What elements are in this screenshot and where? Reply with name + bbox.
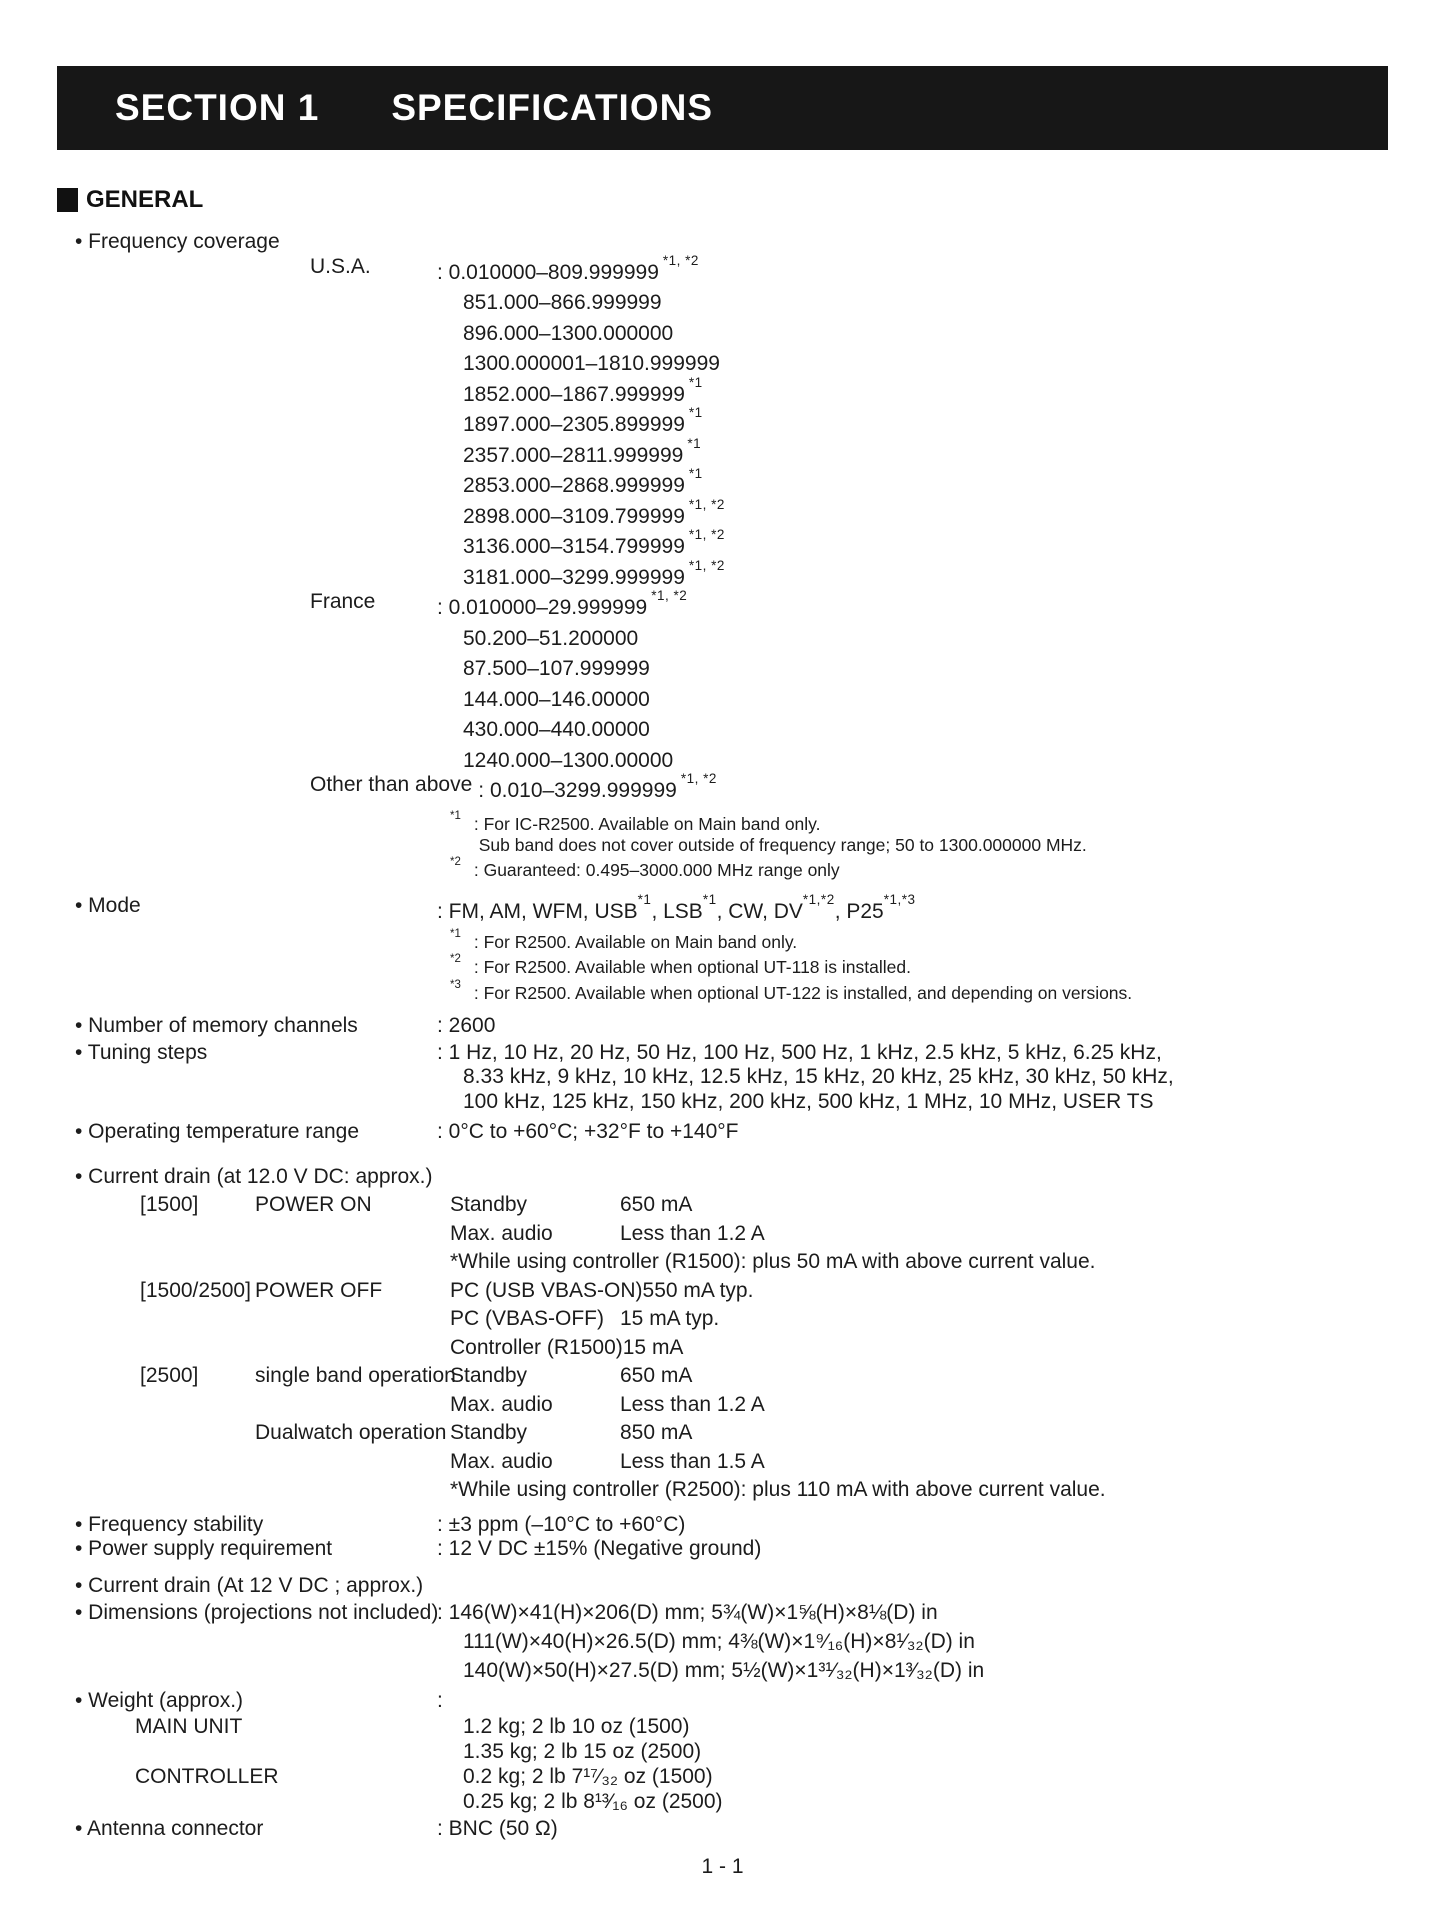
current-drain2-label: • Current drain (At 12 V DC ; approx.) [75,1573,424,1597]
current-drain-table-row [55,1476,1390,1505]
dimensions-row [55,1598,1390,1627]
freq-stability-value: : ±3 ppm (–10°C to +60°C) [437,1512,686,1536]
weight-colon: : [437,1689,443,1713]
operation-mode: POWER ON [255,1193,372,1217]
parameter: Max. audio [450,1449,553,1473]
footnote-marker: *1, *2 [651,588,688,603]
footnote-line [450,953,1390,978]
current-drain-label: • Current drain (at 12.0 V DC: approx.) [75,1164,433,1188]
freq-range-line [55,316,1390,347]
weight-label: • Weight (approx.) [75,1689,244,1713]
freq-range: 2898.000–3109.799999 [463,504,685,528]
parameter-value: 650 mA [620,1364,693,1388]
parameter-value: Less than 1.2 A [620,1221,765,1245]
footnote-marker: *1, *2 [688,557,725,573]
weight-table-row [55,1789,1390,1814]
region-label-france: France [310,590,376,613]
footnote-marker: *1,*3 [883,891,916,907]
freq-range: 87.500–107.999999 [463,657,650,680]
power-supply-value: : 12 V DC ±15% (Negative ground) [437,1537,762,1561]
dimensions-lines [55,1627,1390,1685]
weight-unit-label: MAIN UNIT [135,1714,243,1738]
footnote-marker: *1 [688,466,703,481]
freq-range-line [55,682,1390,713]
temp-range-value: : 0°C to +60°C; +32°F to +140°F [437,1120,739,1144]
tuning-steps-lines [55,1065,1390,1114]
freq-footnotes [55,810,1390,882]
footnote-marker: *1, *2 [680,771,717,786]
footnote-marker: *1 [687,435,702,451]
mode-text: , LSB [651,899,703,923]
weight-value: 0.2 kg; 2 lb 7¹⁷⁄₃₂ oz (1500) [463,1764,713,1788]
section-header-bar [57,66,1388,150]
antenna-value: : BNC (50 Ω) [437,1816,558,1840]
freq-coverage-label: • Frequency coverage [75,230,280,253]
weight-unit-label: CONTROLLER [135,1764,279,1788]
freq-range: 3181.000–3299.999999 [463,565,685,589]
weight-value: 1.35 kg; 2 lb 15 oz (2500) [463,1739,702,1763]
freq-france-lines [55,621,1390,774]
current-drain2-row [55,1574,1390,1599]
freq-range-line [55,712,1390,743]
parameter: Max. audio [450,1392,553,1416]
memory-channels-value: : 2600 [437,1014,496,1038]
parameter: *While using controller (R1500): plus 50 mA with above current value. [450,1250,1096,1274]
freq-usa-first-line [437,252,1390,286]
operation-mode: Dualwatch operation [255,1421,447,1445]
freq-range: 1852.000–1867.999999 [463,382,685,406]
model-bracket: [1500/2500] [140,1278,251,1302]
mode-text: , CW, DV [716,899,803,923]
freq-range: 1240.000–1300.00000 [463,748,674,772]
current-drain-table-row [55,1305,1390,1334]
freq-range: 50.200–51.200000 [463,626,639,650]
tuning-steps-value-line: : 1 Hz, 10 Hz, 20 Hz, 50 Hz, 100 Hz, 500 Hz, 1 kHz, 2.5 kHz, 5 kHz, 6.25 kHz, [437,1040,1162,1064]
freq-range-line [55,621,1390,652]
parameter: Max. audio [450,1221,553,1245]
region-label-usa: U.S.A. [310,254,371,278]
memory-channels-row [55,1014,1390,1039]
weight-value: 0.25 kg; 2 lb 8¹³⁄₁₆ oz (2500) [463,1789,723,1813]
footnote-marker: *1 [688,405,703,420]
freq-range: 1897.000–2305.899999 [463,413,685,436]
parameter: Controller (R1500) [450,1335,623,1359]
freq-range-line [55,743,1390,774]
parameter: Standby [450,1421,528,1445]
freq-range: : 0.010000–809.999999 [437,260,659,284]
tuning-steps-value-line: 8.33 kHz, 9 kHz, 10 kHz, 12.5 kHz, 15 kHz, 20 kHz, 25 kHz, 30 kHz, 50 kHz, [463,1065,1174,1089]
parameter-value: 550 mA typ. [642,1278,754,1302]
footnote-marker: *1, *2 [688,496,725,512]
parameter-value: 850 mA [620,1421,693,1445]
footnote-marker: *1 [637,891,652,907]
temp-range-row [55,1120,1390,1145]
freq-coverage-row [55,230,1390,255]
mode-row [55,891,1390,925]
freq-range: : 0.010–3299.999999 [478,779,677,802]
parameter-value: 15 mA typ. [620,1307,720,1331]
current-drain-table-row [55,1419,1390,1448]
footnote-marker: *2 [450,953,461,966]
footnote-line [450,928,1390,953]
freq-other-row [55,773,1390,804]
freq-range-line [55,468,1390,499]
footnote-text: : For R2500. Available when optional UT-122 is installed, and depending on versions. [469,982,1133,1003]
footnote-text: : Guaranteed: 0.495–3000.000 MHz range only [469,860,840,881]
freq-france-row [55,590,1390,621]
weight-row [55,1689,1390,1714]
current-drain-table-row [55,1277,1390,1306]
mode-segments [437,891,916,923]
weight-table-row [55,1739,1390,1764]
memory-channels-label: • Number of memory channels [75,1014,358,1038]
current-drain-table-row [55,1334,1390,1363]
freq-range-line [55,496,1390,530]
footnote-line [450,835,1390,857]
footnote-marker: *1, *2 [688,527,725,542]
dimensions-value-line: 111(W)×40(H)×26.5(D) mm; 4⅜(W)×1⁹⁄₁₆(H)×8¹⁄₃₂(D) in [463,1630,975,1654]
footnote-marker: *1,*2 [802,891,835,907]
weight-table-row [55,1764,1390,1789]
footnote-text: : For R2500. Available when optional UT-118 is installed. [469,957,911,978]
footnote-line [450,810,1390,835]
freq-usa-row [55,252,1390,286]
specifications-content [0,230,1445,1841]
dimensions-label: • Dimensions (projections not included) [75,1601,439,1625]
freq-range-line [55,557,1390,591]
current-drain-table-row [55,1362,1390,1391]
freq-range: : 0.010000–29.999999 [437,596,648,619]
current-drain-table-row [55,1220,1390,1249]
footnote-marker: *2 [450,856,461,869]
freq-usa-lines [55,285,1390,590]
mode-label: • Mode [75,893,141,917]
footnote-marker: *3 [450,978,461,991]
parameter: Standby [450,1364,528,1388]
freq-range-line [55,346,1390,377]
current-drain-table-row [55,1191,1390,1220]
weight-table-row [55,1714,1390,1739]
operation-mode: POWER OFF [255,1278,383,1302]
freq-range: 851.000–866.999999 [463,291,662,314]
freq-range-line [55,651,1390,682]
temp-range-label: • Operating temperature range [75,1120,360,1144]
mode-text: , P25 [834,899,884,923]
square-bullet-icon [57,188,78,212]
mode-footnotes [55,928,1390,1004]
footnote-line [450,856,1390,881]
footnote-text: : For R2500. Available on Main band only. [469,931,798,952]
tuning-steps-value-line: 100 kHz, 125 kHz, 150 kHz, 200 kHz, 500 kHz, 1 MHz, 10 MHz, USER TS [463,1089,1154,1113]
current-drain-table-row [55,1391,1390,1420]
dimensions-value-line: 140(W)×50(H)×27.5(D) mm; 5½(W)×1³¹⁄₃₂(H)×1³⁄₃₂(D) in [463,1659,985,1683]
freq-range: 2357.000–2811.999999 [463,443,684,467]
freq-range: 1300.000001–1810.999999 [463,352,720,375]
operation-mode: single band operation [255,1364,456,1388]
freq-range-line [55,285,1390,316]
general-heading [57,186,1388,214]
parameter-value: 650 mA [620,1193,693,1217]
freq-range: 3136.000–3154.799999 [463,535,685,558]
freq-range-line [55,529,1390,560]
footnote-marker: *1, *2 [662,252,699,268]
tuning-steps-label: • Tuning steps [75,1040,208,1064]
footnote-marker: *1 [450,809,461,822]
mode-text: : FM, AM, WFM, USB [437,899,638,923]
footnote-marker: *1 [688,374,703,390]
power-supply-label: • Power supply requirement [75,1537,333,1561]
freq-range: 896.000–1300.000000 [463,321,674,345]
current-drain-table-row [55,1248,1390,1277]
current-drain-table-row [55,1448,1390,1477]
parameter: *While using controller (R2500): plus 110 mA with above current value. [450,1478,1106,1502]
freq-range: 430.000–440.00000 [463,718,650,741]
region-label-other: Other than above [310,773,473,796]
freq-range: 144.000–146.00000 [463,687,650,711]
general-heading-label: GENERAL [86,186,204,213]
footnote-marker: *1 [702,891,717,907]
tuning-steps-row [55,1041,1390,1066]
footnote-line [450,979,1390,1004]
parameter-value: Less than 1.5 A [620,1449,765,1473]
parameter-value: Less than 1.2 A [620,1392,765,1416]
freq-stability-label: • Frequency stability [75,1512,264,1536]
antenna-row [55,1817,1390,1842]
freq-stability-row [55,1513,1390,1538]
mode-value [437,891,1390,925]
freq-range-line [55,374,1390,408]
weight-value: 1.2 kg; 2 lb 10 oz (1500) [463,1714,690,1738]
footnote-marker: *1 [450,928,461,941]
dimensions-value-line: : 146(W)×41(H)×206(D) mm; 5¾(W)×1⅝(H)×8⅛(D) in [437,1601,938,1625]
freq-range-line [55,435,1390,469]
parameter: PC (USB VBAS-ON) [450,1278,643,1302]
antenna-label: • Antenna connector [75,1816,264,1840]
model-bracket: [1500] [140,1193,199,1217]
power-supply-row [55,1537,1390,1562]
current-drain-table [55,1191,1390,1505]
freq-range: 2853.000–2868.999999 [463,474,685,497]
section-number: SECTION 1 [115,87,320,128]
footnote-text: : For IC-R2500. Available on Main band only. [469,813,821,834]
model-bracket: [2500] [140,1364,199,1388]
parameter: PC (VBAS-OFF) [450,1307,605,1331]
freq-france-first-line [437,590,1390,621]
parameter-value: 15 mA [622,1335,684,1359]
freq-other-line [478,773,1390,804]
weight-table [55,1714,1390,1814]
parameter: Standby [450,1193,528,1217]
section-title: SPECIFICATIONS [391,87,713,128]
freq-range-line [55,407,1390,438]
current-drain-row [55,1165,1390,1190]
page-number: 1 - 1 [701,1855,744,1878]
footnote-text: Sub band does not cover outside of frequency range; 50 to 1300.000000 MHz. [469,834,1087,855]
